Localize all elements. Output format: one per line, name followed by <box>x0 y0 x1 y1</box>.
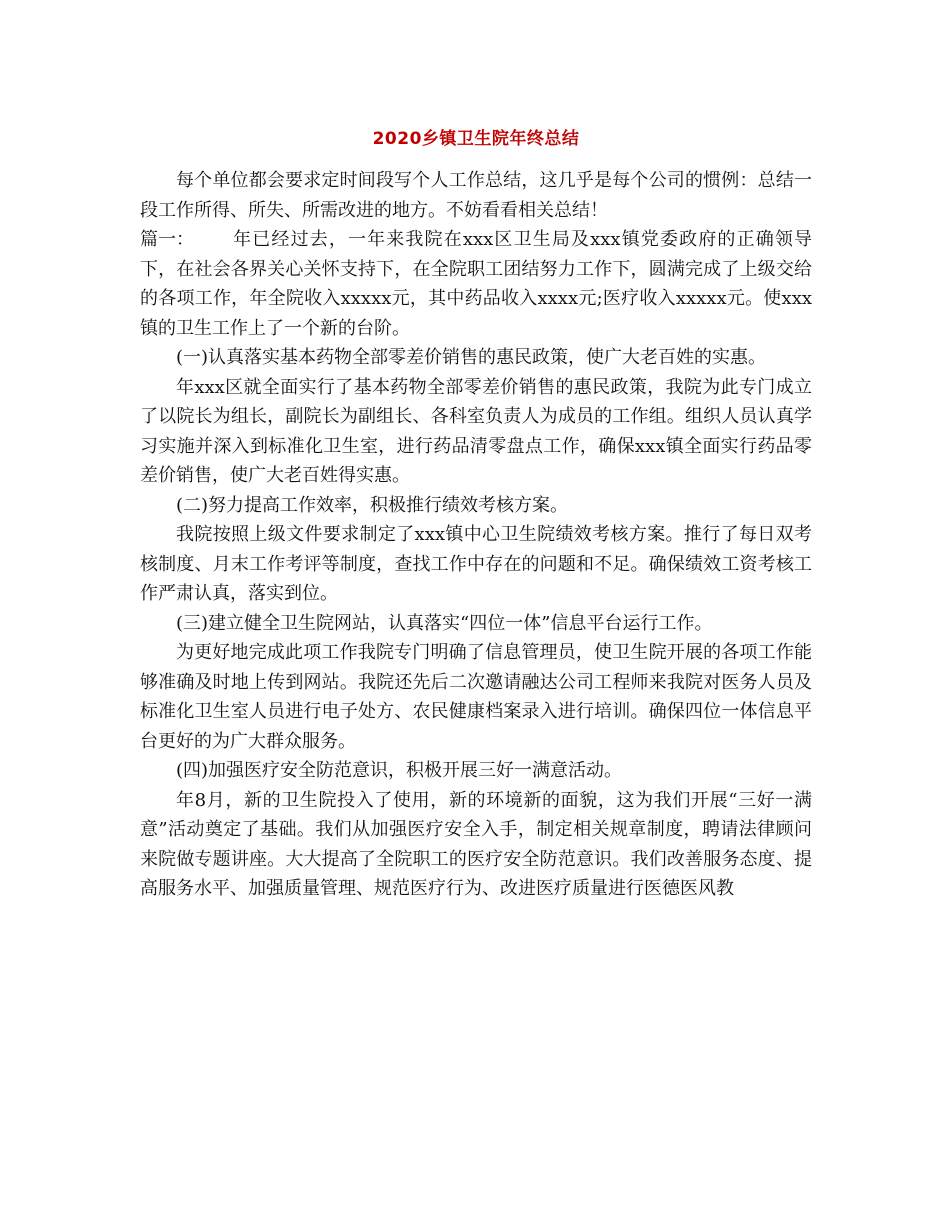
document-body <box>140 166 812 904</box>
section-body: 我院按照上级文件要求制定了xxx镇中心卫生院绩效考核方案。推行了每日双考核制度、月末工作考评等制度，查找工作中存在的问题和不足。确保绩效工资考核工作严肃认真，落实到位。 <box>140 524 812 604</box>
section-body: 年xxx区就全面实行了基本药物全部零差价销售的惠民政策，我院为此专门成立了以院长为组长，副院长为副组长、各科室负责人为成员的工作组。组织人员认真学习实施并深入到标准化卫生室，进行药品清零盘点工作，确保xxx镇全面实行药品零差价销售，使广大老百姓得实惠。 <box>140 376 812 486</box>
part-opening-text: 年已经过去，一年来我院在xxx区卫生局及xxx镇党委政府的正确领导下，在社会各界关心关怀支持下，在全院职工团结努力工作下，圆满完成了上级交给的各项工作，年全院收入xxxxx元，其中药品收入xxxx元;医疗收入xxxxx元。使xxx镇的卫生工作上了一个新的台阶。 <box>140 229 812 339</box>
section-heading: (二)努力提高工作效率，积极推行绩效考核方案。 <box>176 494 569 516</box>
intro-paragraph: 每个单位都会要求定时间段写个人工作总结，这几乎是每个公司的惯例：总结一段工作所得、所失、所需改进的地方。不妨看看相关总结！ <box>140 170 812 221</box>
section-heading: (四)加强医疗安全防范意识，积极开展三好一满意活动。 <box>176 760 623 781</box>
section-heading: (三)建立健全卫生院网站，认真落实“四位一体”信息平台运行工作。 <box>176 612 713 634</box>
part-one-paragraph <box>140 225 812 343</box>
section-body: 年8月，新的卫生院投入了使用，新的环境新的面貌，这为我们开展“三好一满意”活动奠定了基础。我们从加强医疗安全入手，制定相关规章制度，聘请法律顾问来院做专题讲座。大大提高了全院职工的医疗安全防范意识。我们改善服务态度、提高服务水平、加强质量管理、规范医疗行为、改进医疗质量进行医德医风教 <box>140 789 812 899</box>
part-label: 篇一： <box>140 229 194 250</box>
section-body: 为更好地完成此项工作我院专门明确了信息管理员，使卫生院开展的各项工作能够准确及时地上传到网站。我院还先后二次邀请融达公司工程师来我院对医务人员及标准化卫生室人员进行电子处方、农民健康档案录入进行培训。确保四位一体信息平台更好的为广大群众服务。 <box>140 642 812 752</box>
section-heading: (一)认真落实基本药物全部零差价销售的惠民政策，使广大老百姓的实惠。 <box>176 347 767 368</box>
document-title: 2020乡镇卫生院年终总结 <box>372 129 580 149</box>
